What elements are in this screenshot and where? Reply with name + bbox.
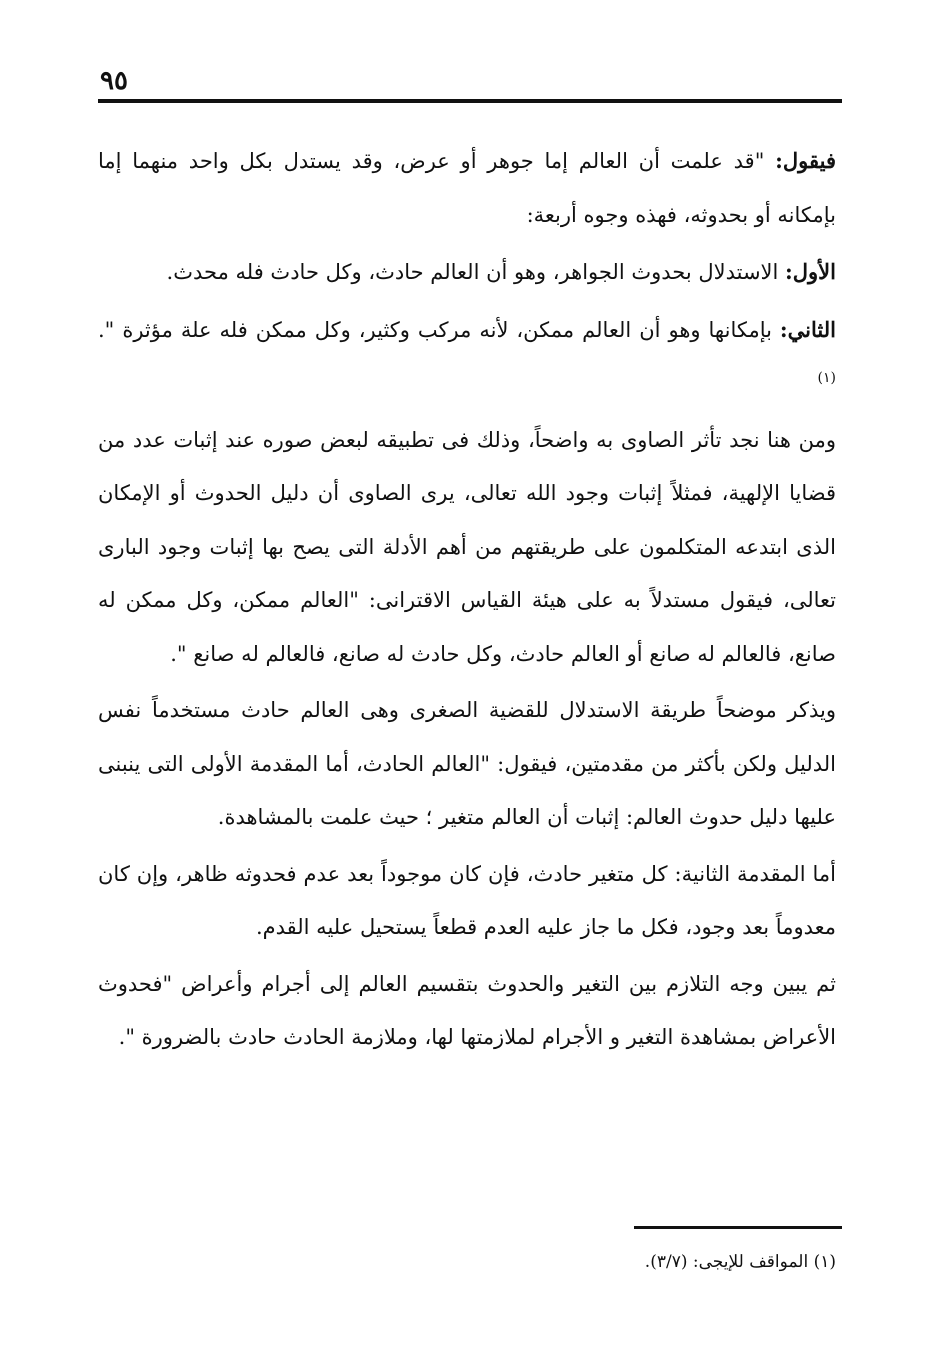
paragraph-text: "قد علمت أن العالم إما جوهر أو عرض، وقد يستدل بكل واحد منهما إما بإمكانه أو بحدوثه، فهذه وجوه أربعة: bbox=[98, 149, 836, 227]
paragraph-1 bbox=[98, 134, 836, 242]
paragraph-label: الأول: bbox=[785, 259, 836, 284]
paragraph-text: الاستدلال بحدوث الجواهر، وهو أن العالم حادث، وكل حادث فله محدث. bbox=[166, 260, 786, 284]
header-rule bbox=[98, 99, 842, 103]
footnote-reference[interactable]: (١) bbox=[817, 370, 836, 386]
paragraph-4: ومن هنا نجد تأثر الصاوى به واضحاً، وذلك فى تطبيقه لبعض صوره عند إثبات عدد من قضايا الإلهية، فمثلاً إثبات وجود الله تعالى، يرى الصاوى أن دليل الحدوث أو الإمكان الذى ابتدعه المتكلمون على طريقتهم من أهم الأدلة التى يصح بها إثبات وجود البارى تعالى، فيقول مستدلاً به على هيئة القياس الاقترانى: "العالم ممكن، وكل ممكن له صانع، فالعالم له صانع أو العالم حادث، وكل حادث له صانع، فالعالم له صانع ". bbox=[98, 427, 836, 666]
paragraph-5: ويذكر موضحاً طريقة الاستدلال للقضية الصغرى وهى العالم حادث مستخدماً نفس الدليل ولكن بأكثر من مقدمتين، فيقول: "العالم الحادث، أما المقدمة الأولى التى ينبنى عليها دليل حدوث العالم: إثبات أن العالم متغير ؛ حيث علمت بالمشاهدة. bbox=[98, 698, 836, 829]
footnote: (١) المواقف للإيجى: (٣/٧). bbox=[644, 1252, 836, 1272]
page-number: ٩٥ bbox=[100, 66, 128, 96]
paragraph-label: الثاني: bbox=[779, 316, 836, 342]
paragraph-3 bbox=[98, 303, 836, 411]
paragraph-6: أما المقدمة الثانية: كل متغير حادث، فإن كان موجوداً بعد عدم فحدوثه ظاهر، وإن كان معدوماً بعد وجود، فكل ما جاز عليه العدم قطعاً يستحيل عليه القدم. bbox=[98, 861, 836, 939]
paragraph-7: ثم يبين وجه التلازم بين التغير والحدوث بتقسيم العالم إلى أجرام وأعراض "فحدوث الأعراض بمشاهدة التغير و الأجرام لملازمتها لها، وملازمة الحادث حادث بالضرورة ". bbox=[98, 971, 836, 1049]
paragraph-2 bbox=[98, 245, 836, 300]
footnote-rule bbox=[634, 1226, 842, 1229]
main-text bbox=[98, 134, 836, 1065]
paragraph-label: فيقول: bbox=[775, 148, 836, 173]
paragraph-text: بإمكانها وهو أن العالم ممكن، لأنه مركب وكثير، وكل ممكن فله علة مؤثرة ". bbox=[98, 317, 780, 342]
